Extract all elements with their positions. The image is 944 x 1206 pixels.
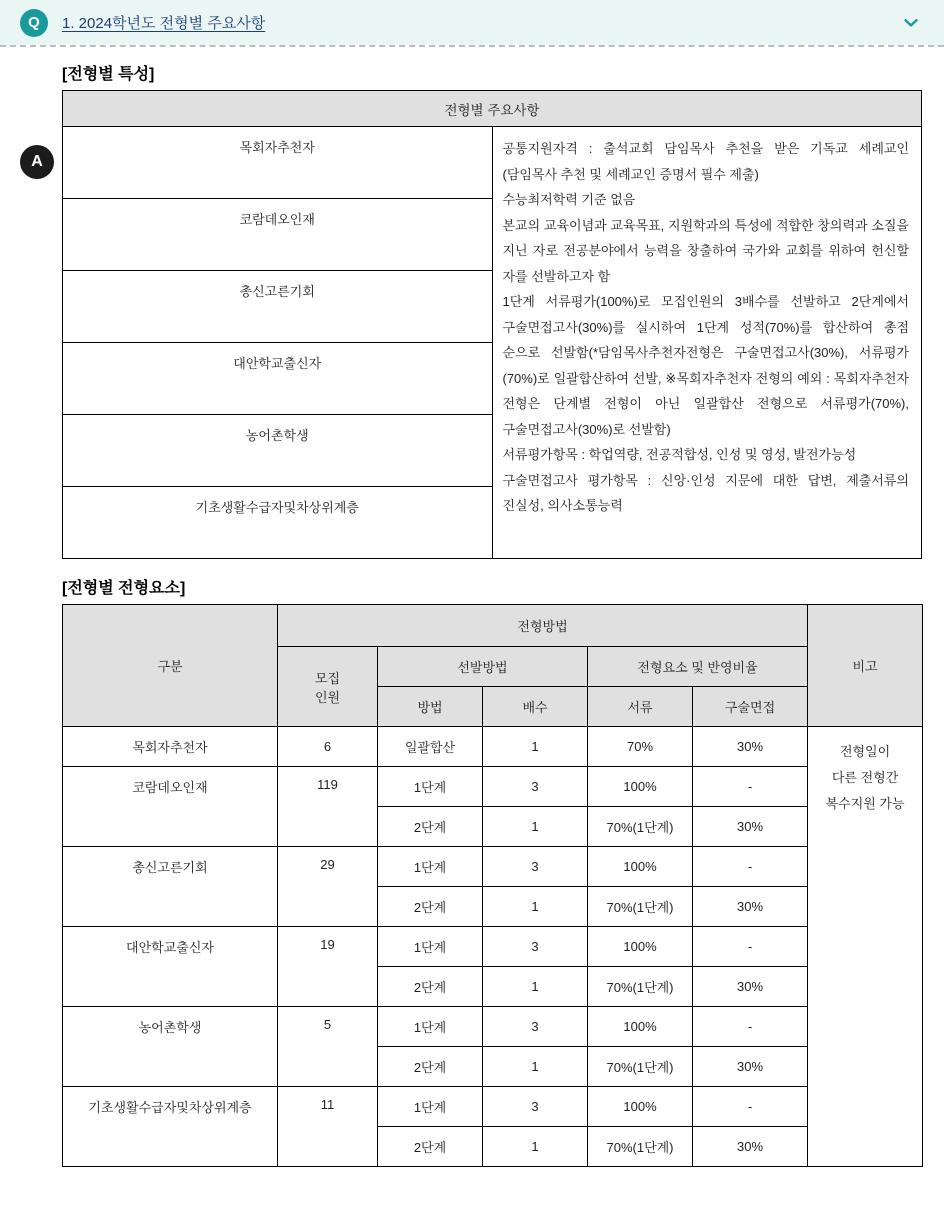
header-multiple: 배수 (483, 687, 588, 727)
admission-description-cell (492, 127, 922, 559)
multiple-cell: 3 (483, 1007, 588, 1047)
remark-line: 다른 전형간 (831, 770, 899, 785)
method-cell: 1단계 (378, 927, 483, 967)
header-quota (278, 647, 378, 727)
description-line: 구술면접고사 평가항목 : 신앙·인성 지문에 대한 답변, 제출서류의 진실성, 의사소통능력 (502, 472, 909, 513)
multiple-cell: 3 (483, 767, 588, 807)
quota-cell: 119 (278, 767, 378, 847)
method-cell: 일괄합산 (378, 727, 483, 767)
table-row (63, 127, 922, 199)
section-title-features: [전형별 특성] (62, 66, 155, 83)
chevron-down-icon[interactable] (902, 14, 920, 32)
interview-ratio-cell: 30% (693, 887, 808, 927)
description-line: 공통지원자격 : 출석교회 담임목사 추천을 받은 기독교 세례교인(담임목사 추천 및 세례교인 증명서 필수 제출) (502, 141, 909, 182)
multiple-cell: 1 (483, 1127, 588, 1167)
remark-line: 복수지원 가능 (825, 796, 905, 811)
description-line: 서류평가항목 : 학업역량, 전공적합성, 인성 및 영성, 발전가능성 (502, 447, 857, 462)
table-admission-features (62, 90, 922, 559)
header-factor-group: 전형요소 및 반영비율 (588, 647, 808, 687)
method-cell: 2단계 (378, 1127, 483, 1167)
interview-ratio-cell: - (693, 927, 808, 967)
admission-type-cell: 목회자추천자 (63, 727, 278, 767)
method-cell: 1단계 (378, 1087, 483, 1127)
method-cell: 1단계 (378, 767, 483, 807)
quota-cell: 5 (278, 1007, 378, 1087)
document-ratio-cell: 70%(1단계) (588, 1047, 693, 1087)
document-ratio-cell: 70%(1단계) (588, 887, 693, 927)
admission-type-cell: 기초생활수급자및차상위계층 (63, 487, 493, 559)
method-cell: 2단계 (378, 887, 483, 927)
interview-ratio-cell: 30% (693, 807, 808, 847)
description-line: 본교의 교육이념과 교육목표, 지원학과의 특성에 적합한 창의력과 소질을 지닌 자로 전공분야에서 능력을 창출하여 국가와 교회를 위하여 헌신할 자를 선발하고자 함 (502, 217, 909, 284)
multiple-cell: 3 (483, 927, 588, 967)
table-header-row-1 (63, 605, 923, 647)
header-interview: 구술면접 (693, 687, 808, 727)
method-cell: 1단계 (378, 1007, 483, 1047)
table-header-row (63, 91, 922, 127)
multiple-cell: 3 (483, 847, 588, 887)
document-ratio-cell: 70%(1단계) (588, 1127, 693, 1167)
quota-cell: 11 (278, 1087, 378, 1167)
table-header-cell: 전형별 주요사항 (63, 91, 922, 127)
header-quota-line1: 모집 (314, 670, 341, 686)
quota-cell: 6 (278, 727, 378, 767)
interview-ratio-cell: 30% (693, 967, 808, 1007)
interview-ratio-cell: 30% (693, 1047, 808, 1087)
admission-type-cell: 대안학교출신자 (63, 343, 493, 415)
interview-ratio-cell: - (693, 1087, 808, 1127)
admission-type-cell: 기초생활수급자및차상위계층 (63, 1087, 278, 1167)
multiple-cell: 3 (483, 1087, 588, 1127)
method-cell: 2단계 (378, 967, 483, 1007)
admission-type-cell: 농어촌학생 (63, 1007, 278, 1087)
document-ratio-cell: 100% (588, 847, 693, 887)
header-method: 방법 (378, 687, 483, 727)
answer-badge: A (20, 145, 54, 179)
multiple-cell: 1 (483, 887, 588, 927)
document-ratio-cell: 100% (588, 1007, 693, 1047)
answer-body (0, 47, 944, 1167)
header-gubun: 구분 (63, 605, 278, 727)
description-line: 수능최저학력 기준 없음 (502, 192, 636, 207)
table-row (63, 1007, 923, 1047)
admission-type-cell: 코람데오인재 (63, 767, 278, 847)
document-ratio-cell: 70% (588, 727, 693, 767)
header-quota-line2: 인원 (314, 689, 341, 705)
interview-ratio-cell: 30% (693, 1127, 808, 1167)
interview-ratio-cell: 30% (693, 727, 808, 767)
multiple-cell: 1 (483, 807, 588, 847)
interview-ratio-cell: - (693, 767, 808, 807)
multiple-cell: 1 (483, 727, 588, 767)
admission-type-cell: 총신고른기회 (63, 271, 493, 343)
document-ratio-cell: 100% (588, 767, 693, 807)
table-row (63, 927, 923, 967)
multiple-cell: 1 (483, 967, 588, 1007)
quota-cell: 19 (278, 927, 378, 1007)
remark-cell (808, 727, 923, 1167)
quota-cell: 29 (278, 847, 378, 927)
method-cell: 2단계 (378, 807, 483, 847)
table-row (63, 847, 923, 887)
interview-ratio-cell: - (693, 847, 808, 887)
admission-type-cell: 농어촌학생 (63, 415, 493, 487)
interview-ratio-cell: - (693, 1007, 808, 1047)
description-line: 1단계 서류평가(100%)로 모집인원의 3배수를 선발하고 2단계에서 구술면접고사(30%)를 실시하여 1단계 성적(70%)를 합산하여 총점 순으로 선발함(*담임목사추천자전형은 구술면접고사(30%), 서류평가(70%)로 일괄합산하여 선발, ※목회자추천자 전형의 예외 : 목회자추천자 전형은 단계별 전형이 아닌 일괄합산 전형으로 서류평가(70%), 구술면접고사(30%)로 선발함) (502, 294, 909, 437)
document-ratio-cell: 100% (588, 927, 693, 967)
table-admission-elements (62, 604, 923, 1167)
header-select-group: 선발방법 (378, 647, 588, 687)
multiple-cell: 1 (483, 1047, 588, 1087)
section-title-elements: [전형별 전형요소] (62, 580, 186, 597)
admission-type-cell: 대안학교출신자 (63, 927, 278, 1007)
table-row (63, 767, 923, 807)
accordion-header[interactable] (0, 0, 944, 45)
admission-type-cell: 코람데오인재 (63, 199, 493, 271)
table-row (63, 1087, 923, 1127)
table-row (63, 727, 923, 767)
method-cell: 1단계 (378, 847, 483, 887)
document-ratio-cell: 70%(1단계) (588, 807, 693, 847)
document-ratio-cell: 100% (588, 1087, 693, 1127)
header-remark: 비고 (808, 605, 923, 727)
question-badge: Q (20, 9, 48, 37)
accordion-title[interactable]: 1. 2024학년도 전형별 주요사항 (62, 15, 266, 32)
admission-type-cell: 총신고른기회 (63, 847, 278, 927)
method-cell: 2단계 (378, 1047, 483, 1087)
remark-line: 전형일이 (839, 744, 891, 759)
document-ratio-cell: 70%(1단계) (588, 967, 693, 1007)
admission-type-cell: 목회자추천자 (63, 127, 493, 199)
header-document: 서류 (588, 687, 693, 727)
header-method-group: 전형방법 (278, 605, 808, 647)
